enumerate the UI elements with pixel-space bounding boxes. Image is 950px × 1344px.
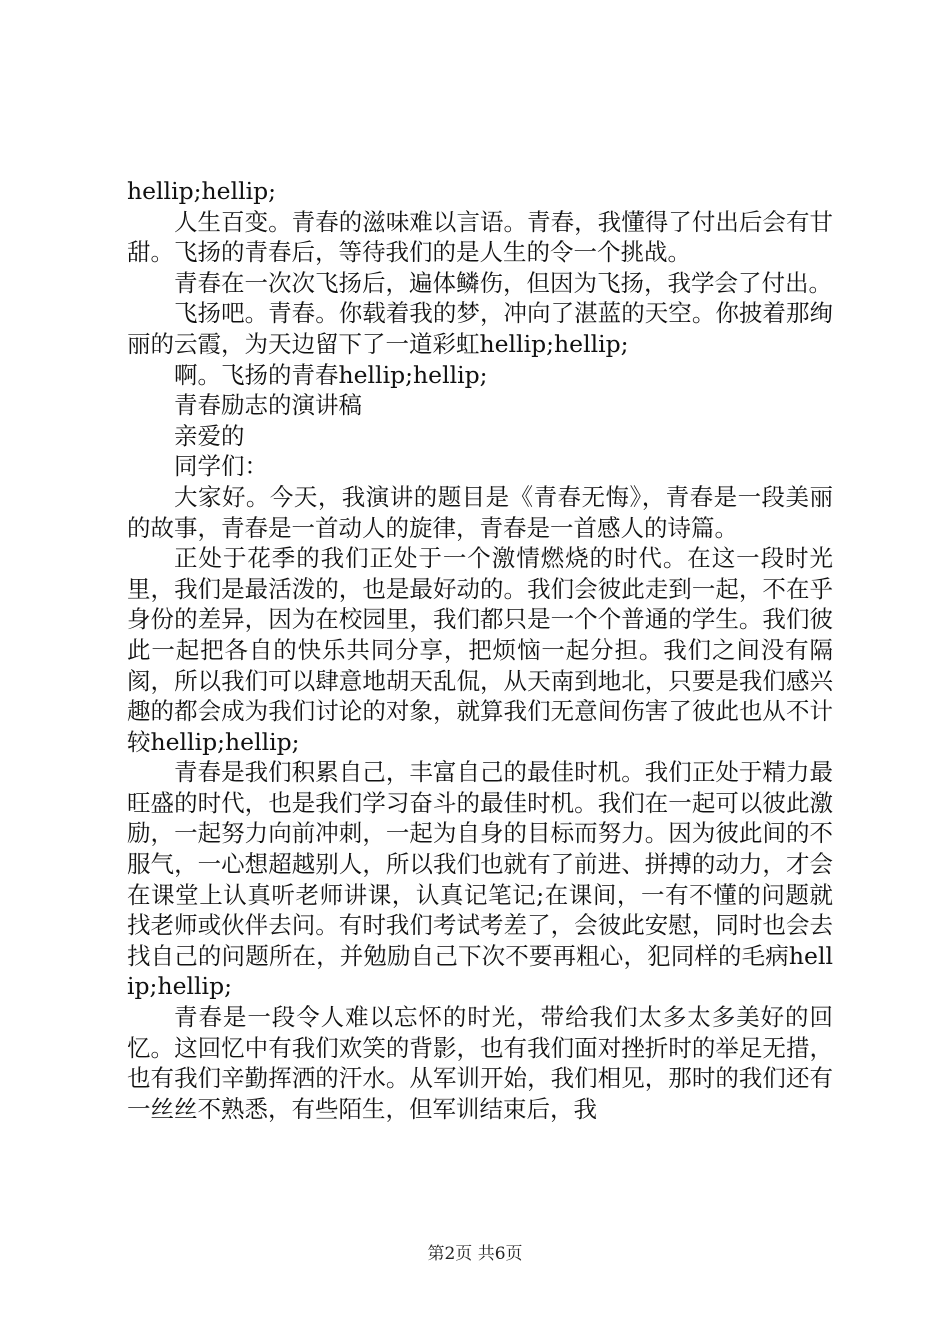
paragraph: 青春是我们积累自己，丰富自己的最佳时机。我们正处于精力最旺盛的时代，也是我们学习奋斗的最佳时机。我们在一起可以彼此激励，一起努力向前冲刺，一起为自身的目标而努力。因为彼此间的不服气，一心想超越别人，所以我们也就有了前进、拼搏的动力，才会在课堂上认真听老师讲课，认真记笔记;在课间，一有不懂的问题就找老师或伙伴去问。有时我们考试考差了，会彼此安慰，同时也会去找自己的问题所在，并勉励自己下次不要再粗心，犯同样的毛病hellip;hellip;: [127, 758, 833, 1001]
document-body: [127, 176, 833, 1124]
speech-title: 青春励志的演讲稿: [174, 391, 362, 420]
paragraph: 飞扬吧。青春。你载着我的梦，冲向了湛蓝的天空。你披着那绚丽的云霞，为天边留下了一道彩虹hellip;hellip;: [127, 299, 833, 358]
paragraph: 正处于花季的我们正处于一个激情燃烧的时代。在这一段时光里，我们是最活泼的，也是最好动的。我们会彼此走到一起，不在乎身份的差异，因为在校园里，我们都只是一个个普通的学生。我们彼此一起把各自的快乐共同分享，把烦恼一起分担。我们之间没有隔阂，所以我们可以肆意地胡天乱侃，从天南到地北，只要是我们感兴趣的都会成为我们讨论的对象，就算我们无意间伤害了彼此也从不计较hellip;hellip;: [127, 544, 833, 756]
paragraph: 人生百变。青春的滋味难以言语。青春，我懂得了付出后会有甘甜。飞扬的青春后，等待我们的是人生的令一个挑战。: [127, 207, 833, 267]
salutation-line: 亲爱的: [174, 421, 245, 450]
page-number-footer: 第2页 共6页: [427, 1244, 523, 1264]
paragraph: 啊。飞扬的青春hellip;hellip;: [174, 360, 488, 389]
paragraph: hellip;hellip;: [127, 177, 277, 205]
paragraph: 青春是一段令人难以忘怀的时光，带给我们太多太多美好的回忆。这回忆中有我们欢笑的背影，也有我们面对挫折时的举足无措，也有我们辛勤挥洒的汗水。从军训开始，我们相见，那时的我们还有一丝丝不熟悉，有些陌生，但军训结束后，我: [127, 1003, 833, 1123]
paragraph: 大家好。今天，我演讲的题目是《青春无悔》，青春是一段美丽的故事，青春是一首动人的旋律，青春是一首感人的诗篇。: [127, 482, 833, 542]
paragraph: 青春在一次次飞扬后，遍体鳞伤，但因为飞扬，我学会了付出。: [174, 268, 832, 297]
salutation-line: 同学们：: [174, 452, 268, 481]
